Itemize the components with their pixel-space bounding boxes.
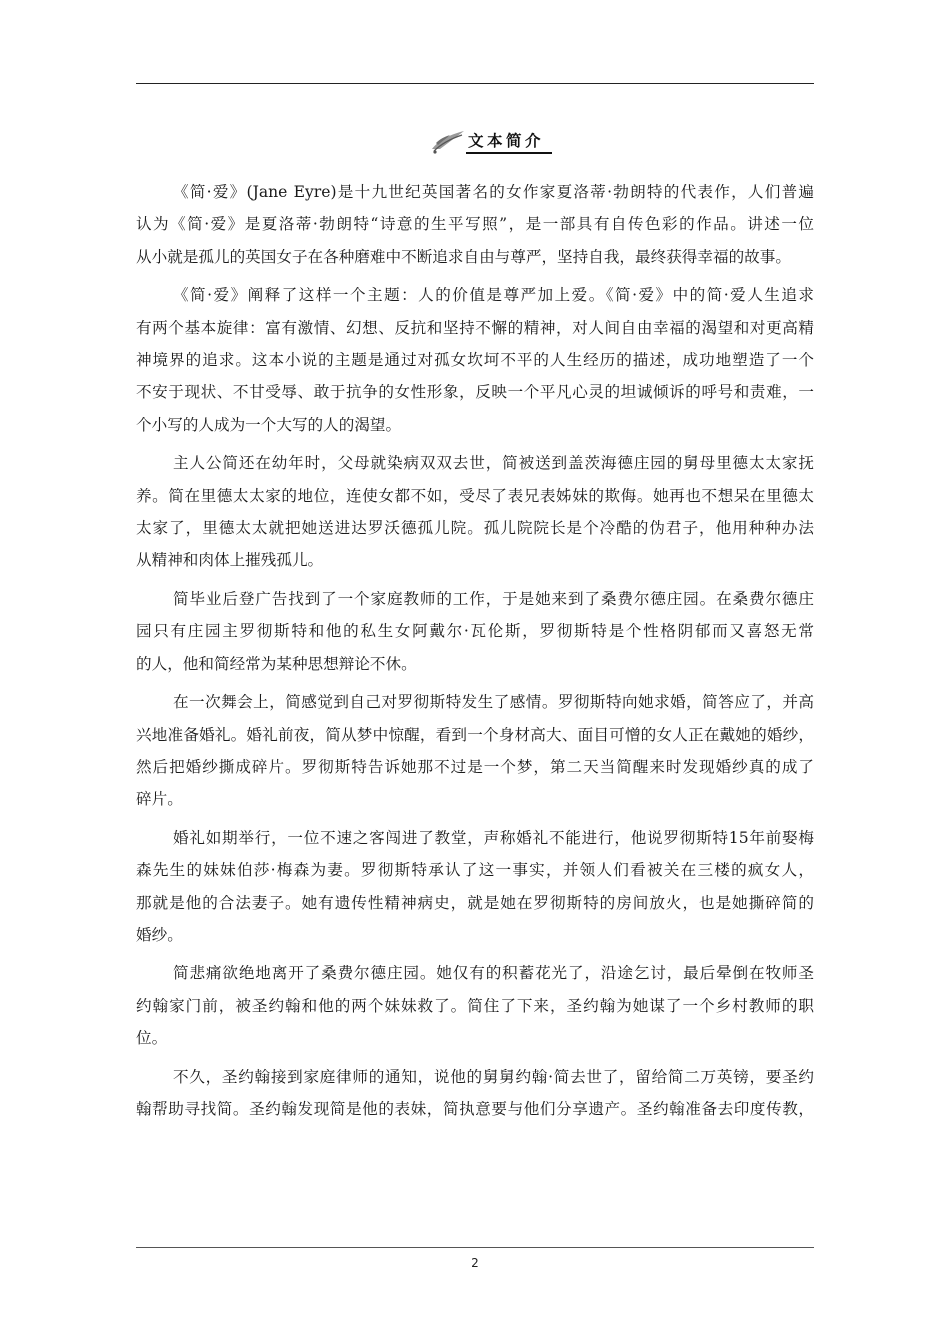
paragraph-line: 简毕业后登广告找到了一个家庭教师的工作，于是她来到了桑费尔德庄园。在桑费尔德庄	[173, 589, 814, 608]
paragraph-line: 简悲痛欲绝地离开了桑费尔德庄园。她仅有的积蓄花光了，沿途乞讨，最后晕倒在牧师圣	[173, 964, 814, 983]
paragraph-line: 主人公简还在幼年时，父母就染病双双去世，简被送到盖茨海德庄园的舅母里德太太家抚	[173, 454, 814, 473]
section-title-underline	[466, 152, 552, 154]
paragraph-line: 有两个基本旋律：富有激情、幻想、反抗和坚持不懈的精神，对人间自由幸福的渴望和对更高精	[136, 318, 814, 337]
paragraph-line: 那就是他的合法妻子。她有遗传性精神病史，就是她在罗彻斯特的房间放火，也是她撕碎简的	[136, 893, 814, 912]
paragraph-line: 翰帮助寻找简。圣约翰发现简是他的表妹，简执意要与他们分享遗产。圣约翰准备去印度传教，	[136, 1099, 814, 1118]
paragraph-line: 婚纱。	[136, 925, 183, 944]
paragraph	[136, 279, 814, 441]
paragraph	[136, 686, 814, 816]
section-title: 文本简介	[468, 132, 545, 150]
page-number: 2	[471, 1256, 479, 1270]
paragraph-line: 森先生的妹妹伯莎·梅森为妻。罗彻斯特承认了这一事实，并领人们看被关在三楼的疯女人，	[136, 861, 814, 880]
paragraph-line: 认为《简·爱》是夏洛蒂·勃朗特“诗意的生平写照”，是一部具有自传色彩的作品。讲述一位	[136, 215, 814, 234]
paragraph-line: 位。	[136, 1029, 168, 1048]
paragraph	[136, 1061, 814, 1126]
paragraph-line: 从精神和肉体上摧残孤儿。	[136, 551, 324, 570]
paragraph-line: 在一次舞会上，简感觉到自己对罗彻斯特发生了感情。罗彻斯特向她求婚，简答应了，并高	[173, 693, 814, 712]
quill-ornament-icon	[430, 127, 466, 155]
paragraph-line: 不久，圣约翰接到家庭律师的通知，说他的舅舅约翰·简去世了，留给简二万英镑，要圣约	[173, 1067, 814, 1086]
paragraph-line: 兴地准备婚礼。婚礼前夜，简从梦中惊醒，看到一个身材高大、面目可憎的女人正在戴她的婚纱，	[136, 725, 814, 744]
footer-rule	[136, 1247, 814, 1248]
paragraph-line: 约翰家门前，被圣约翰和他的两个妹妹救了。简住了下来，圣约翰为她谋了一个乡村教师的职	[136, 996, 814, 1015]
section-heading	[430, 127, 555, 157]
paragraph	[136, 957, 814, 1054]
paragraph-line: 《简·爱》阐释了这样一个主题：人的价值是尊严加上爱。《简·爱》中的简·爱人生追求	[173, 286, 814, 305]
document-body	[136, 176, 814, 1131]
paragraph	[136, 583, 814, 680]
paragraph	[136, 447, 814, 577]
paragraph-line: 的人，他和简经常为某种思想辩论不休。	[136, 654, 417, 673]
paragraph-line: 太家了，里德太太就把她送进达罗沃德孤儿院。孤儿院院长是个冷酷的伪君子，他用种种办法	[136, 519, 814, 538]
header-rule	[136, 83, 814, 84]
paragraph-line: 不安于现状、不甘受辱、敢于抗争的女性形象，反映一个平凡心灵的坦诚倾诉的呼号和责难，一	[136, 383, 814, 402]
paragraph	[136, 822, 814, 952]
paragraph-line: 个小写的人成为一个大写的人的渴望。	[136, 415, 402, 434]
paragraph-line: 然后把婚纱撕成碎片。罗彻斯特告诉她那不过是一个梦，第二天当简醒来时发现婚纱真的成了	[136, 757, 814, 776]
paragraph	[136, 176, 814, 273]
paragraph-line: 养。简在里德太太家的地位，连使女都不如，受尽了表兄表姊妹的欺侮。她再也不想呆在里德太	[136, 486, 814, 505]
paragraph-line: 园只有庄园主罗彻斯特和他的私生女阿戴尔·瓦伦斯，罗彻斯特是个性格阴郁而又喜怒无常	[136, 622, 814, 641]
paragraph-line: 《简·爱》(Jane Eyre)是十九世纪英国著名的女作家夏洛蒂·勃朗特的代表作，人们普遍	[173, 183, 814, 201]
paragraph-line: 从小就是孤儿的英国女子在各种磨难中不断追求自由与尊严，坚持自我，最终获得幸福的故事。	[136, 247, 791, 266]
paragraph-line: 婚礼如期举行，一位不速之客闯进了教堂，声称婚礼不能进行，他说罗彻斯特15年前娶梅	[173, 828, 814, 847]
paragraph-line: 碎片。	[136, 790, 183, 809]
paragraph-line: 神境界的追求。这本小说的主题是通过对孤女坎坷不平的人生经历的描述，成功地塑造了一个	[136, 351, 814, 370]
